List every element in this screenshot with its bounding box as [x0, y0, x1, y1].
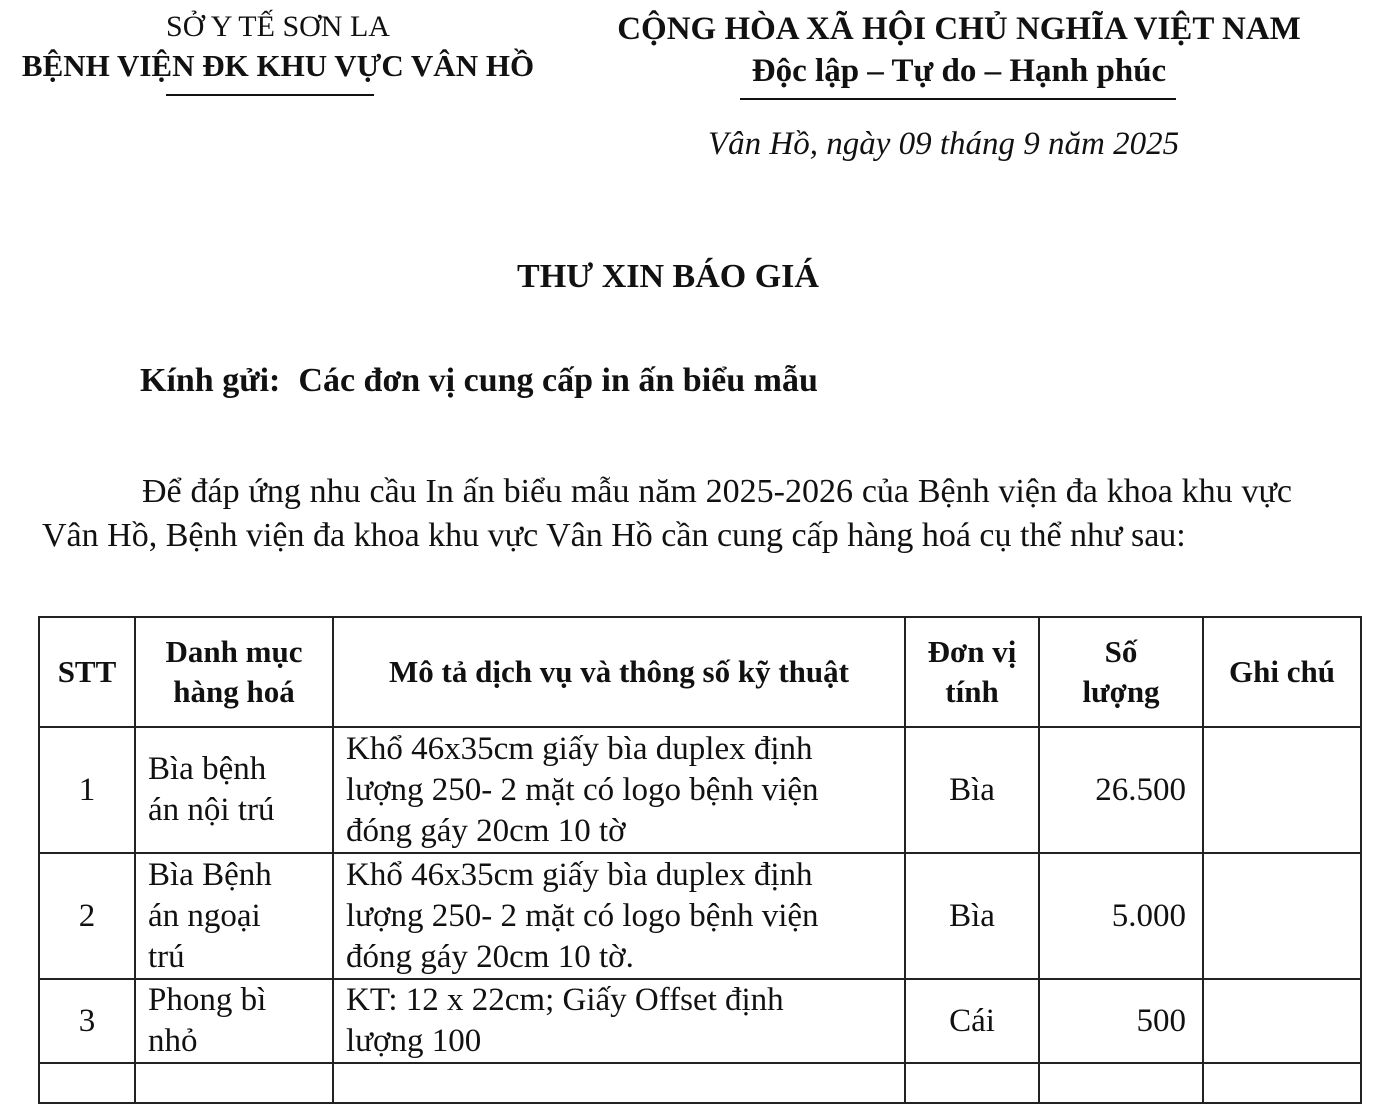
national-motto: Độc lập – Tự do – Hạnh phúc: [751, 53, 1167, 89]
date-line: Vân Hồ, ngày 09 tháng 9 năm 2025: [708, 126, 1180, 162]
cell-note: [1203, 727, 1361, 853]
cell-unit: Bìa: [905, 727, 1039, 853]
header-left-underline: [166, 94, 374, 96]
table-row: [39, 853, 1361, 979]
cell-unit: Cái: [905, 979, 1039, 1063]
header-right-underline: [740, 98, 1176, 100]
document-title: THƯ XIN BÁO GIÁ: [517, 258, 819, 295]
cell-stt: 2: [39, 853, 135, 979]
table-row-partial: [39, 1063, 1361, 1103]
header-left: [0, 8, 556, 86]
header-right: [598, 8, 1320, 92]
table-header-row: [39, 617, 1361, 727]
table-row: [39, 979, 1361, 1063]
cell-item-name: Bìa Bệnh án ngoại trú: [135, 853, 333, 979]
intro-paragraph: Để đáp ứng nhu cầu In ấn biểu mẫu năm 2025-2026 của Bệnh viện đa khoa khu vực Vân Hồ, Bệnh viện đa khoa khu vực Vân Hồ cần cung cấp hàng hoá cụ thể như sau:: [42, 473, 1292, 554]
cell-item-name: Bìa bệnh án nội trú: [135, 727, 333, 853]
cell-note: [1203, 979, 1361, 1063]
cell-stt: 1: [39, 727, 135, 853]
hospital-name: BỆNH VIỆN ĐK KHU VỰC VÂN HỒ: [21, 48, 535, 83]
recipient-value: Các đơn vị cung cấp in ấn biểu mẫu: [298, 362, 818, 399]
cell-stt: 3: [39, 979, 135, 1063]
cell-description: KT: 12 x 22cm; Giấy Offset định lượng 100: [333, 979, 905, 1063]
cell-description: Khổ 46x35cm giấy bìa duplex định lượng 250- 2 mặt có logo bệnh viện đóng gáy 20cm 10 tờ.: [333, 853, 905, 979]
header-description: Mô tả dịch vụ và thông số kỹ thuật: [333, 617, 905, 727]
header-unit: Đơn vị tính: [905, 617, 1039, 727]
recipient-label: Kính gửi:: [140, 362, 281, 399]
cell-unit: Bìa: [905, 853, 1039, 979]
cell-quantity: 500: [1039, 979, 1203, 1063]
table-row: [39, 727, 1361, 853]
cell-note: [1203, 853, 1361, 979]
recipient-line: [140, 362, 818, 400]
header-note: Ghi chú: [1203, 617, 1361, 727]
nation-name: CỘNG HÒA XÃ HỘI CHỦ NGHĨA VIỆT NAM: [617, 11, 1301, 47]
quotation-table: [38, 616, 1362, 1104]
header-stt: STT: [39, 617, 135, 727]
agency-name: SỞ Y TẾ SƠN LA: [166, 10, 390, 43]
header-quantity: Số lượng: [1039, 617, 1203, 727]
cell-quantity: 26.500: [1039, 727, 1203, 853]
cell-quantity: 5.000: [1039, 853, 1203, 979]
header-item-category: Danh mục hàng hoá: [135, 617, 333, 727]
cell-description: Khổ 46x35cm giấy bìa duplex định lượng 250- 2 mặt có logo bệnh viện đóng gáy 20cm 10 tờ: [333, 727, 905, 853]
cell-item-name: Phong bì nhỏ: [135, 979, 333, 1063]
